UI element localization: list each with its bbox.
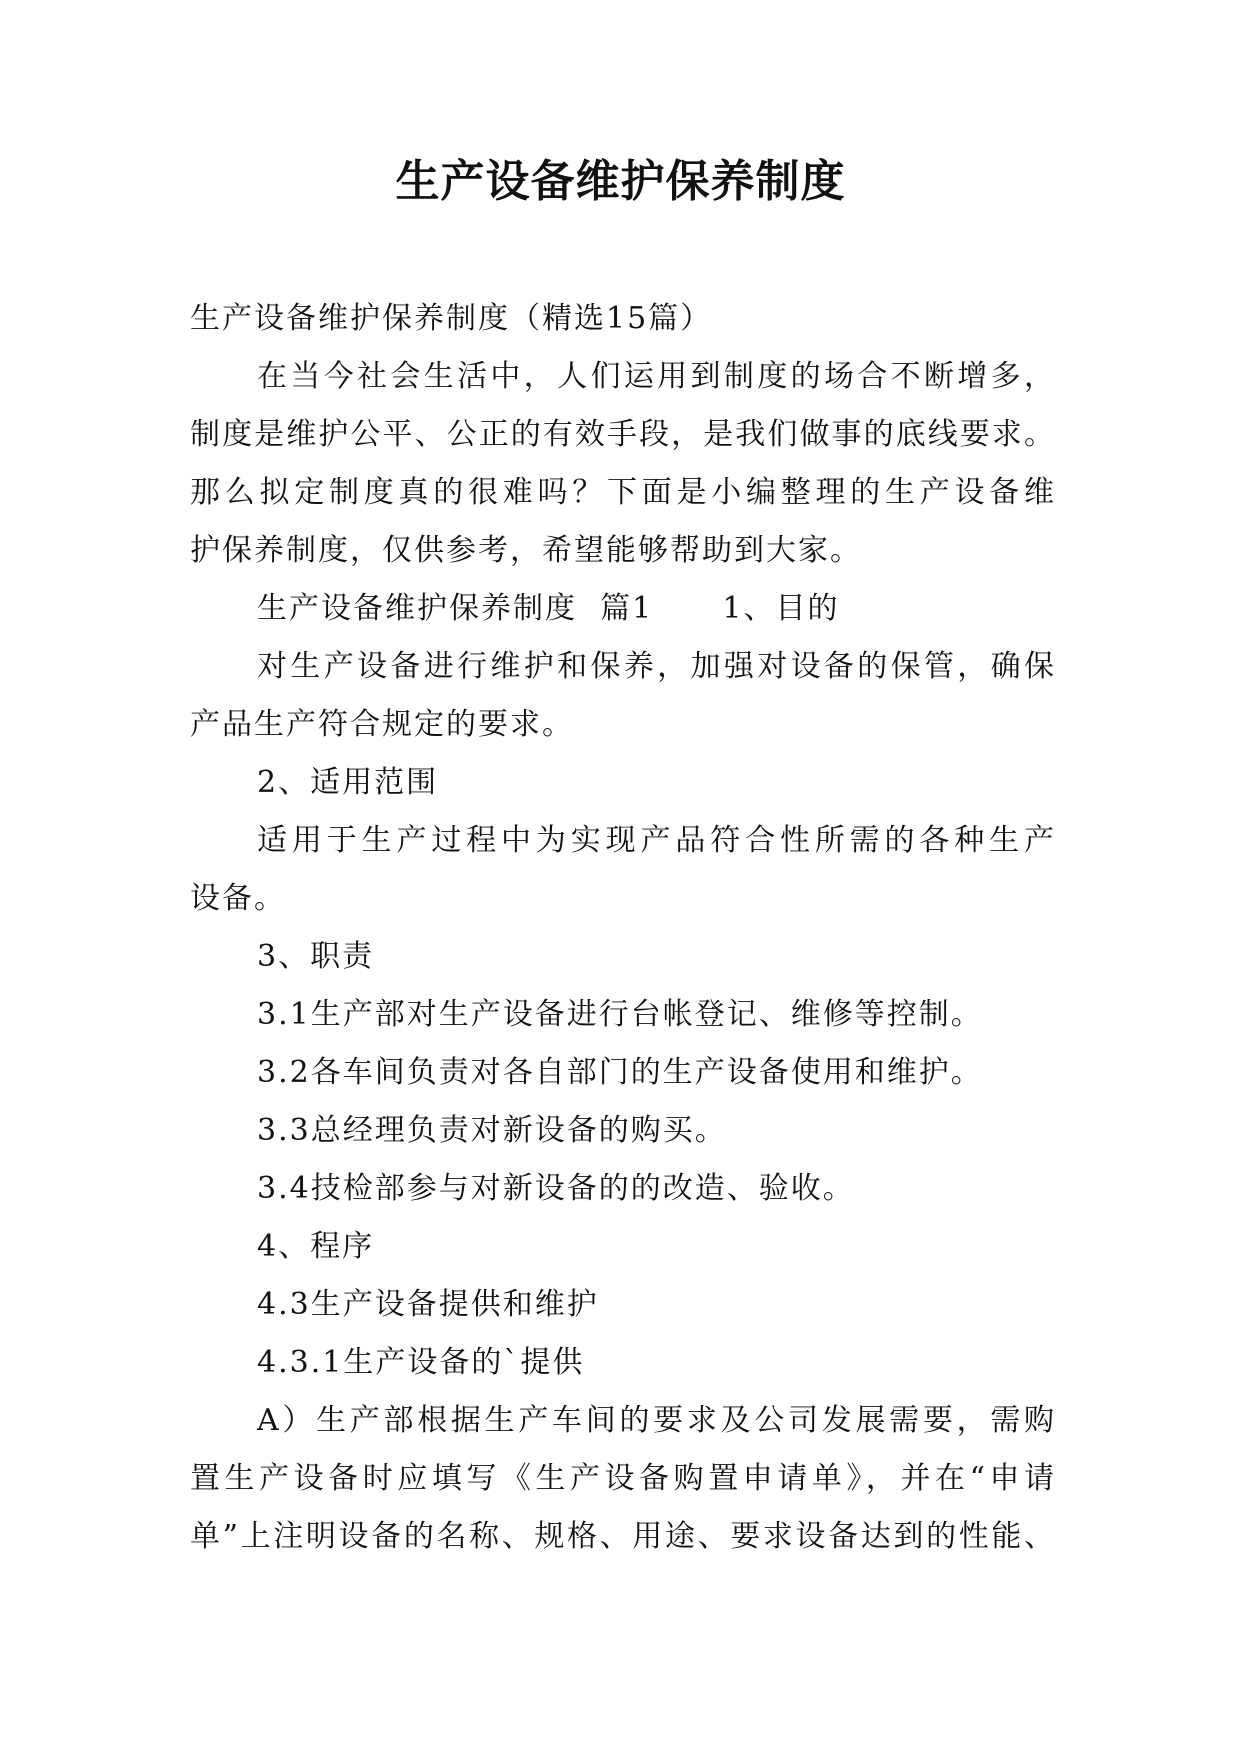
paragraph-line: A）生产部根据生产车间的要求及公司发展需要，需购 [257,1403,1056,1438]
list-item: 3.4技检部参与对新设备的的改造、验收。 [257,1171,855,1206]
section-heading: 2、适用范围 [257,765,439,800]
paragraph-line: 护保养制度，仅供参考，希望能够帮助到大家。 [190,533,862,568]
paragraph-line: 置生产设备时应填写《生产设备购置申请单》，并在“申请 [190,1461,1056,1496]
list-item: 3.2各车间负责对各自部门的生产设备使用和维护。 [257,1055,983,1090]
subsection-heading: 4.3生产设备提供和维护 [257,1287,599,1322]
paragraph-line: 设备。 [190,881,286,916]
paragraph-line: 制度是维护公平、公正的有效手段，是我们做事的底线要求。 [190,417,1056,452]
paragraph-line: 单”上注明设备的名称、规格、用途、要求设备达到的性能、 [190,1519,1056,1554]
list-item: 3.3总经理负责对新设备的购买。 [257,1113,727,1148]
section-heading: 3、职责 [257,939,375,974]
document-title: 生产设备维护保养制度 [395,156,846,207]
subtitle-line: 生产设备维护保养制度（精选15篇） [190,301,713,336]
paragraph-line: 产品生产符合规定的要求。 [190,707,574,742]
subsection-heading: 4.3.1生产设备的`提供 [257,1345,585,1380]
paragraph-line: 那么拟定制度真的很难吗？下面是小编整理的生产设备维 [190,475,1056,510]
section-heading: 4、程序 [257,1229,375,1264]
paragraph-line: 在当今社会生活中，人们运用到制度的场合不断增多， [257,359,1056,394]
document-body [190,290,1056,1566]
paragraph-line: 适用于生产过程中为实现产品符合性所需的各种生产 [257,823,1056,858]
paragraph-line: 对生产设备进行维护和保养，加强对设备的保管，确保 [257,649,1056,684]
list-item: 3.1生产部对生产设备进行台帐登记、维修等控制。 [257,997,983,1032]
section-heading: 生产设备维护保养制度 篇1 1、目的 [257,591,840,626]
